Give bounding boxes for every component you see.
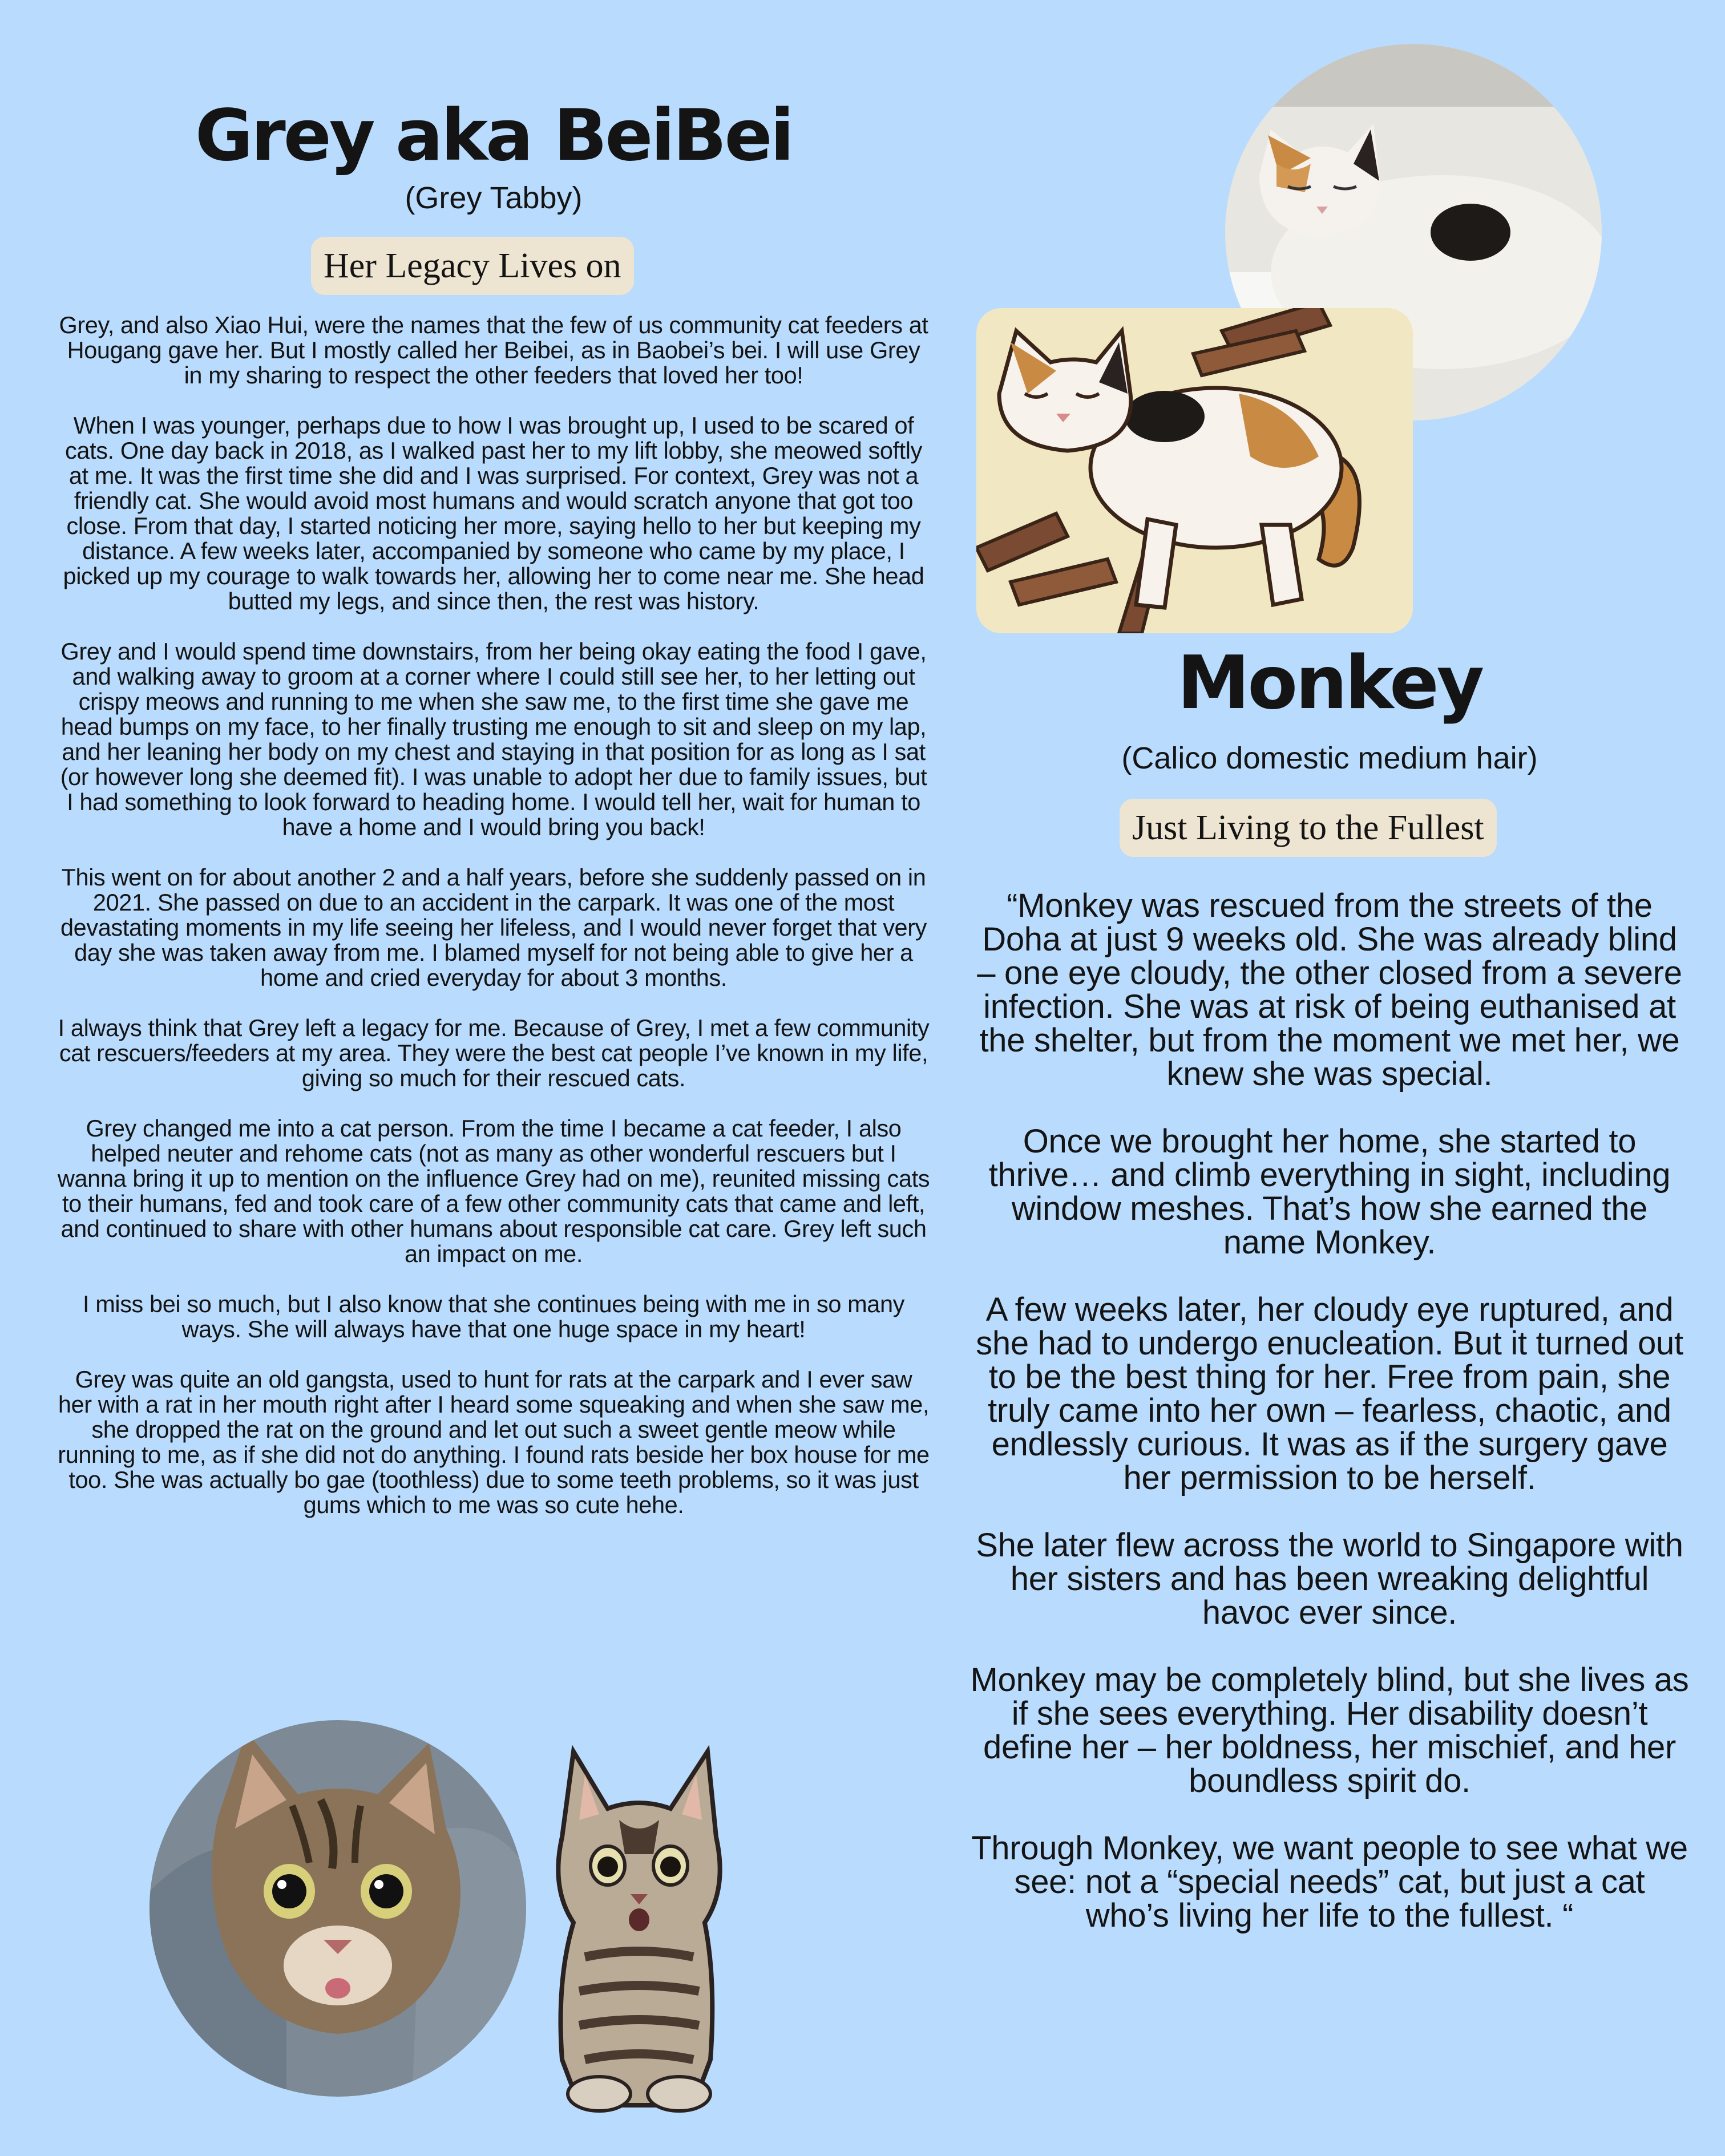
grey-paragraph: I always think that Grey left a legacy for me. Because of Grey, I met a few community cat rescuers/feeders at my area. They were the best cat people I’ve known in my life, giving so much for their rescued cats. (58, 1014, 930, 1091)
monkey-paragraph: Monkey may be completely blind, but she lives as if she sees everything. Her disability doesn’t define her – her boldness, her mischief, and her boundless spirit do. (970, 1661, 1689, 1799)
monkey-paragraph: She later flew across the world to Singapore with her sisters and has been wreaking delightful havoc ever since. (976, 1527, 1683, 1631)
grey-paragraph: Grey was quite an old gangsta, used to hunt for rats at the carpark and I ever saw her with a rat in her mouth right after I heard some squeaking and when she saw me, she dropped the rat on the ground and let out such a sweet gentle meow while running to me, as if she did not do anything. I found rats beside her box house for me too. She was actually bo gae (toothless) due to some teeth problems, so it was just gums which to me was so cute hehe. (58, 1366, 930, 1518)
grey-story (57, 313, 930, 1543)
monkey-paragraph: Through Monkey, we want people to see what we see: not a “special needs” cat, but just a cat who’s living her life to the fullest. “ (971, 1830, 1688, 1934)
grey-tagline-badge: Her Legacy Lives on (311, 237, 634, 295)
grey-tabby-illustration (545, 1740, 733, 2117)
grey-paragraph: I miss bei so much, but I also know that she continues being with me in so many ways. She will always have that one huge space in my heart! (82, 1291, 905, 1342)
monkey-tagline-badge: Just Living to the Fullest (1120, 799, 1497, 857)
monkey-paragraph: “Monkey was rescued from the streets of the Doha at just 9 weeks old. She was already blind – one eye cloudy, the other closed from a severe infection. She was at risk of being euthanised at the shelter, but from the moment we met her, we knew she was special. (977, 887, 1682, 1093)
grey-paragraph: Grey changed me into a cat person. From the time I became a cat feeder, I also helped neuter and rehome cats (not as many as other wonderful rescuers but I wanna bring it up to mention on the influence Grey had on me), reunited missing cats to their humans, fed and took care of a few other community cats that came and left, and continued to share with other humans about responsible cat care. Grey left such an impact on me. (57, 1115, 930, 1267)
monkey-paragraph: A few weeks later, her cloudy eye ruptured, and she had to undergo enucleation. But it turned out to be the best thing for her. Free from pain, she truly came into her own – fearless, chaotic, and endlessly curious. It was as if the surgery gave her permission to be herself. (976, 1291, 1683, 1496)
monkey-paragraph: Once we brought her home, she started to thrive… and climb everything in sight, including window meshes. That’s how she earned the name Monkey. (988, 1123, 1671, 1261)
grey-paragraph: Grey, and also Xiao Hui, were the names that the few of us community cat feeders at Hougang gave her. But I mostly called her Beibei, as in Baobei’s bei. I will use Grey in my sharing to respect the other feeders that loved her too! (59, 312, 928, 389)
monkey-story (970, 889, 1689, 1966)
monkey-subtitle: (Calico domestic medium hair) (1121, 741, 1538, 775)
grey-tabby-photo (150, 1720, 526, 2097)
grey-subtitle: (Grey Tabby) (405, 181, 583, 215)
grey-paragraph: This went on for about another 2 and a half years, before she suddenly passed on in 2021. She passed on due to an accident in the carpark. It was one of the most devastating moments in my life seeing her lifeless, and I would never forget that very day she was taken away from me. I blamed myself for not being able to give her a home and cried everyday for about 3 months. (60, 864, 927, 991)
grey-paragraph: Grey and I would spend time downstairs, from her being okay eating the food I gave, and walking away to groom at a corner where I could still see her, to her letting out crispy meows and running to me when she saw me, to the first time she gave me head bumps on my face, to her finally trusting me enough to sit and sleep on my lap, and her leaning her body on my chest and staying in that position for as long as I sat (or however long she deemed fit). I was unable to adopt her due to family issues, but I had something to look forward to heading home. I would tell her, wait for human to have a home and I would bring you back! (60, 638, 927, 840)
grey-paragraph: When I was younger, perhaps due to how I was brought up, I used to be scared of cats. One day back in 2018, as I walked past her to my lift lobby, she meowed softly at me. It was the first time she did and I was surprised. For context, Grey was not a friendly cat. She would avoid most humans and would scratch anyone that got too close. From that day, I started noticing her more, saying hello to her but keeping my distance. A few weeks later, accompanied by someone who came by my place, I picked up my courage to walk towards her, allowing her to come near me. She head butted my legs, and since then, the rest was history. (63, 412, 924, 614)
grey-title: Grey aka BeiBei (195, 95, 793, 177)
monkey-title: Monkey (1177, 641, 1482, 726)
calico-cat-illustration (976, 308, 1413, 633)
